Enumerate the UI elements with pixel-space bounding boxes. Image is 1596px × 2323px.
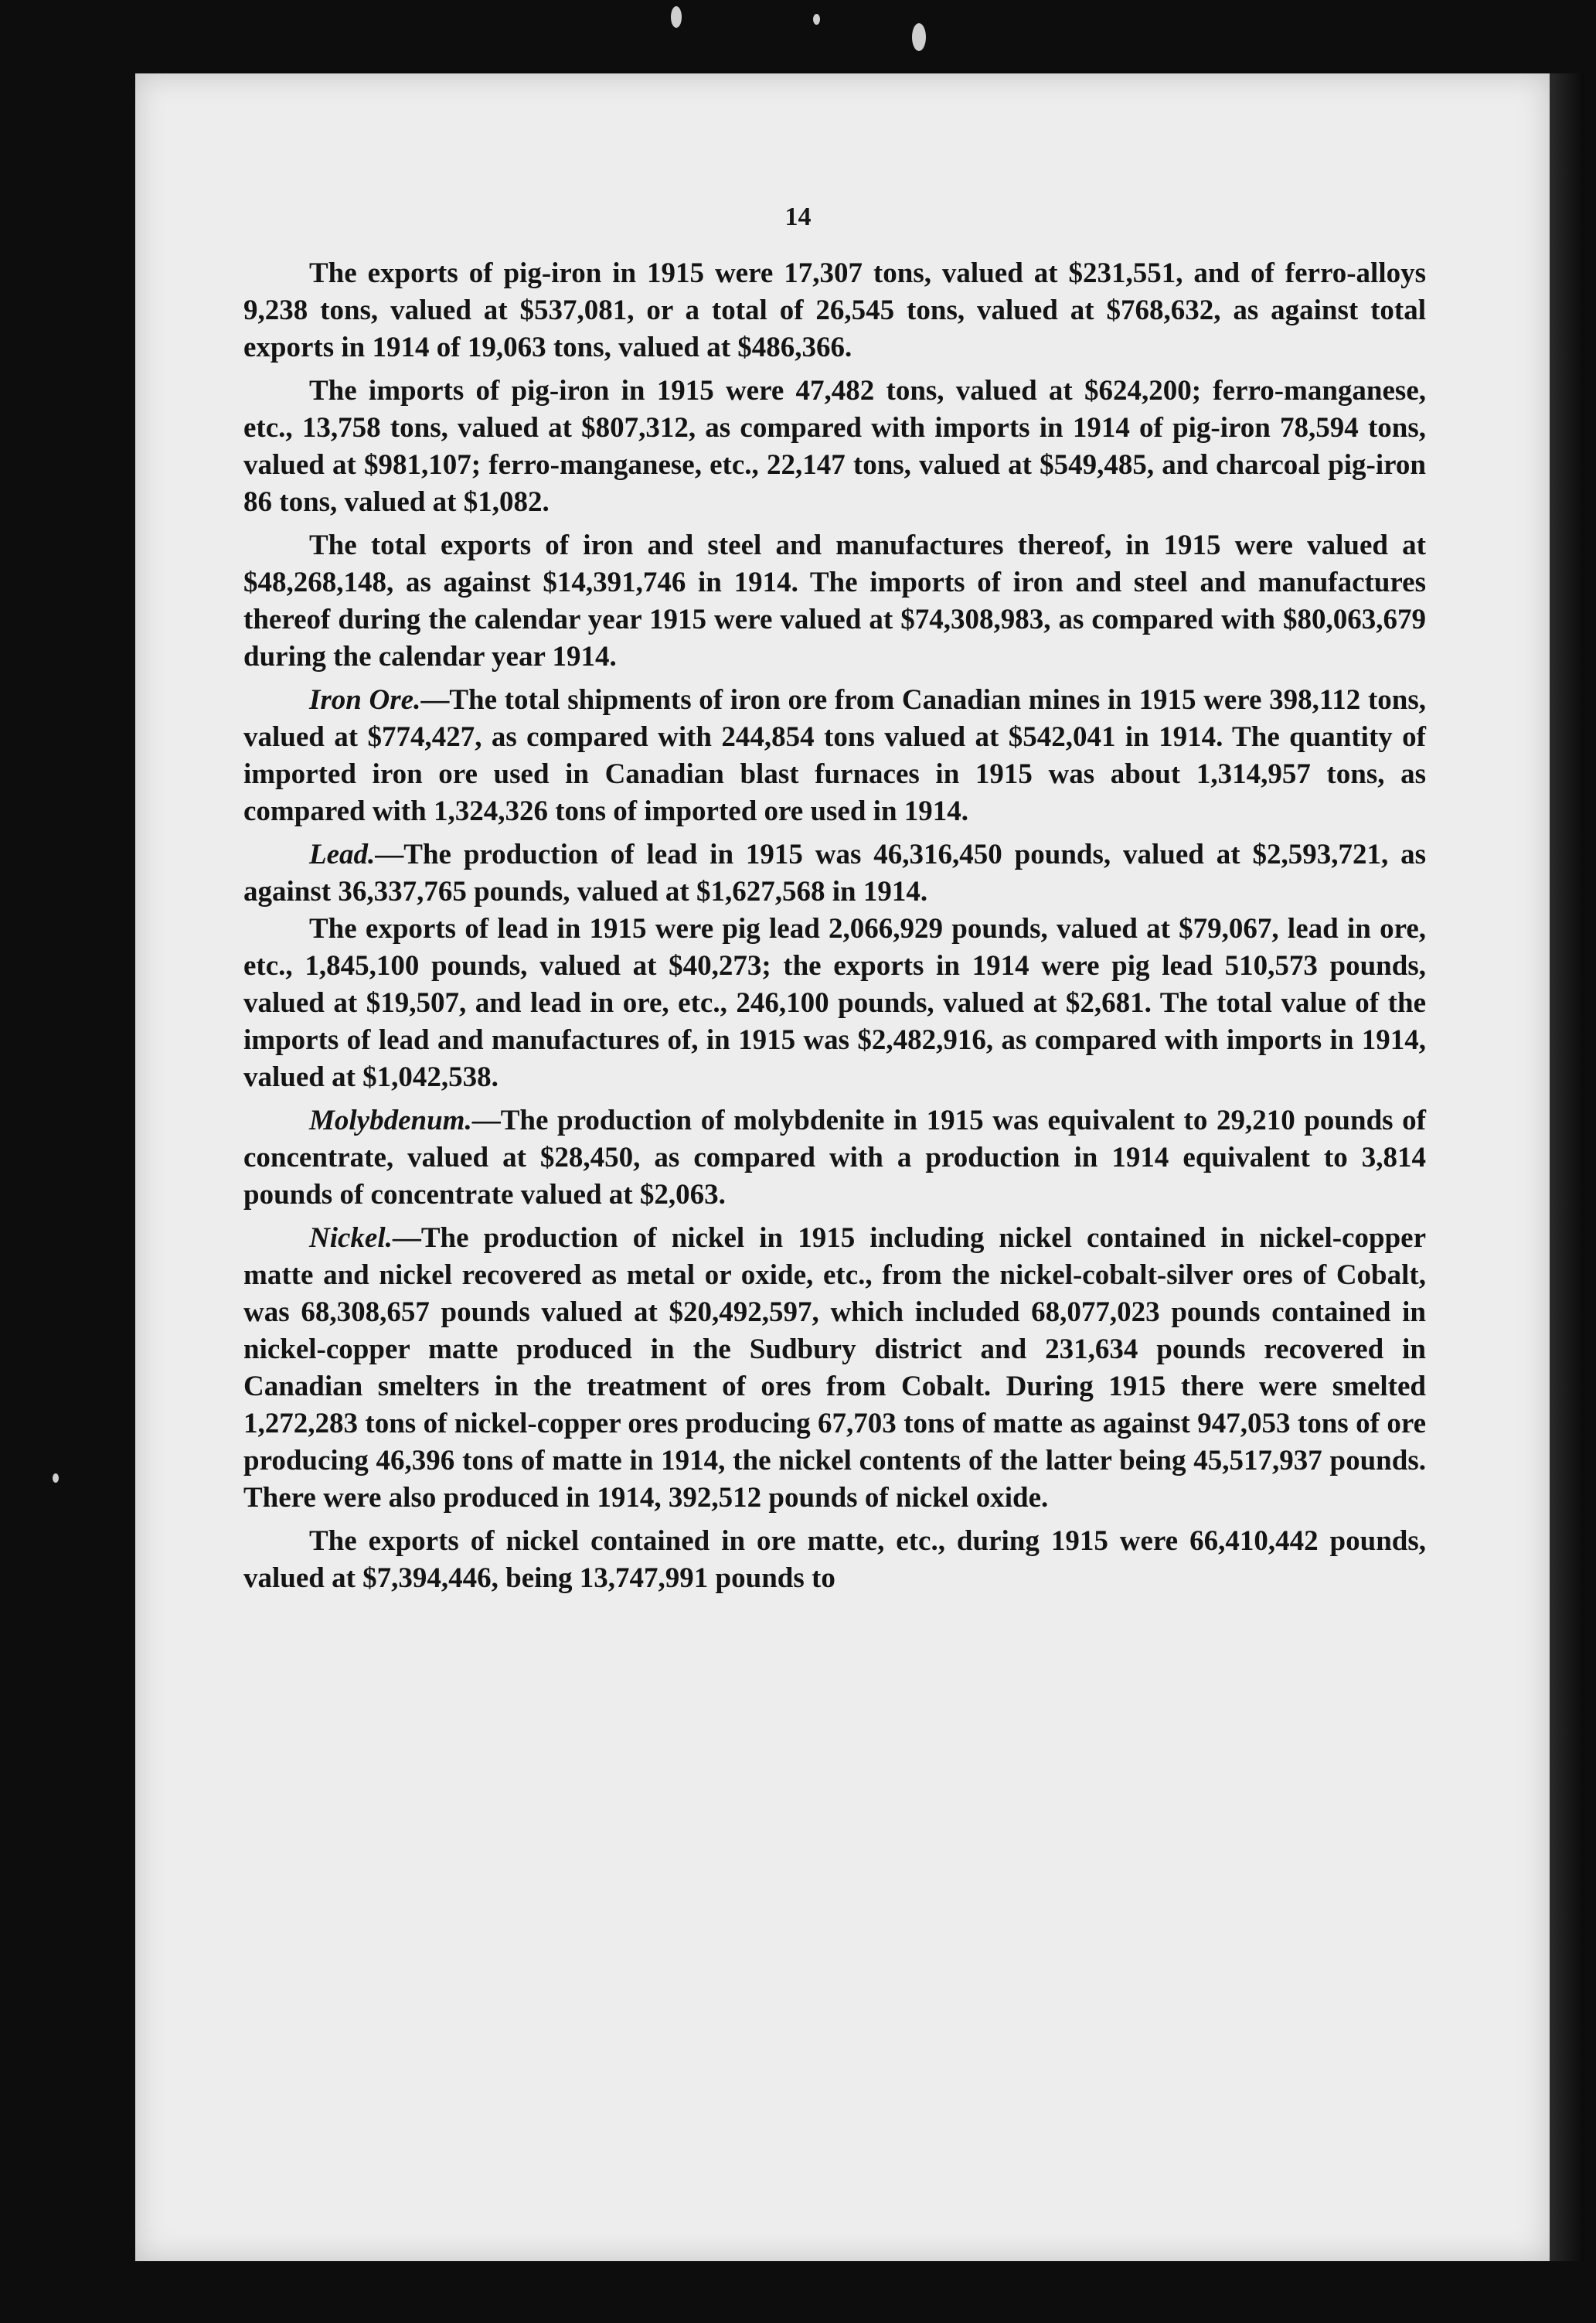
scan-speck (912, 23, 926, 51)
paragraph-text: The exports of nickel contained in ore matte, etc., during 1915 were 66,410,442 pounds, valued at $7,394,446, being 13,747,991 pounds to (243, 1525, 1426, 1594)
paragraph (243, 255, 1426, 366)
paragraph (243, 373, 1426, 521)
paragraph-text: The total exports of iron and steel and manufactures thereof, in 1915 were valued at $48,268,148, as against $14,391,746 in 1914. The imports of iron and steel and manufactures thereof during the calendar year 1915 were valued at $74,308,983, as compared with $80,063,679 during the calendar year 1914. (243, 530, 1426, 673)
paragraph-text: —The production of nickel in 1915 including nickel contained in nickel-copper matte and nickel recovered as metal or oxide, etc., from the nickel-cobalt-silver ores of Cobalt, was 68,308,657 pounds valued at $20,492,597, which included 68,077,023 pounds contained in nickel-copper matte produced in the Sudbury district and 231,634 pounds recovered in Canadian smelters in the treatment of ores from Cobalt. During 1915 there were smelted 1,272,283 tons of nickel-copper ores producing 67,703 tons of matte as against 947,053 tons of ore producing 46,396 tons of matte in 1914, the nickel contents of the latter being 45,517,937 pounds. There were also produced in 1914, 392,512 pounds of nickel oxide. (243, 1222, 1426, 1514)
paragraph-text: —The total shipments of iron ore from Canadian mines in 1915 were 398,112 tons, valued at $774,427, as compared with 244,854 tons valued at $542,041 in 1914. The quantity of imported iron ore used in Canadian blast furnaces in 1915 was about 1,314,957 tons, as compared with 1,324,326 tons of imported ore used in 1914. (243, 684, 1426, 827)
paragraph (243, 1220, 1426, 1517)
page-edge-shadow (1550, 73, 1584, 2261)
scan-speck (53, 1473, 59, 1483)
paragraph-text: —The production of lead in 1915 was 46,316,450 pounds, valued at $2,593,721, as against 36,337,765 pounds, valued at $1,627,568 in 1914. (243, 839, 1426, 908)
scan-speck (671, 6, 682, 28)
paragraph-text: —The production of molybdenite in 1915 was equivalent to 29,210 pounds of concentrate, valued at $28,450, as compared with a production in 1914 equivalent to 3,814 pounds of concentrate valued at $2,063. (243, 1105, 1426, 1211)
scan-speck (813, 14, 820, 25)
paragraph (243, 836, 1426, 911)
paragraph-text: The exports of pig-iron in 1915 were 17,307 tons, valued at $231,551, and of ferro-alloys 9,238 tons, valued at $537,081, or a total of 26,545 tons, valued at $768,632, as against total exports in 1914 of 19,063 tons, valued at $486,366. (243, 257, 1426, 363)
paragraph (243, 1523, 1426, 1597)
paragraph (243, 1102, 1426, 1214)
section-heading: Iron Ore. (309, 684, 421, 716)
section-heading: Lead. (309, 839, 376, 870)
page-number: 14 (784, 203, 812, 231)
paragraph-text: The imports of pig-iron in 1915 were 47,482 tons, valued at $624,200; ferro-manganese, etc., 13,758 tons, valued at $807,312, as compared with imports in 1914 of pig-iron 78,594 tons, valued at $981,107; ferro-manganese, etc., 22,147 tons, valued at $549,485, and charcoal pig-iron 86 tons, valued at $1,082. (243, 375, 1426, 518)
section-heading: Molybdenum. (309, 1105, 472, 1136)
paragraph (243, 911, 1426, 1096)
paragraph-text: The exports of lead in 1915 were pig lead 2,066,929 pounds, valued at $79,067, lead in ore, etc., 1,845,100 pounds, valued at $40,273; the exports in 1914 were pig lead 510,573 pounds, valued at $19,507, and lead in ore, etc., 246,100 pounds, valued at $2,681. The total value of the imports of lead and manufactures of, in 1915 was $2,482,916, as compared with imports in 1914, valued at $1,042,538. (243, 913, 1426, 1093)
paragraph (243, 527, 1426, 676)
paragraph (243, 682, 1426, 830)
body-text (243, 255, 1426, 1603)
section-heading: Nickel. (309, 1222, 393, 1254)
